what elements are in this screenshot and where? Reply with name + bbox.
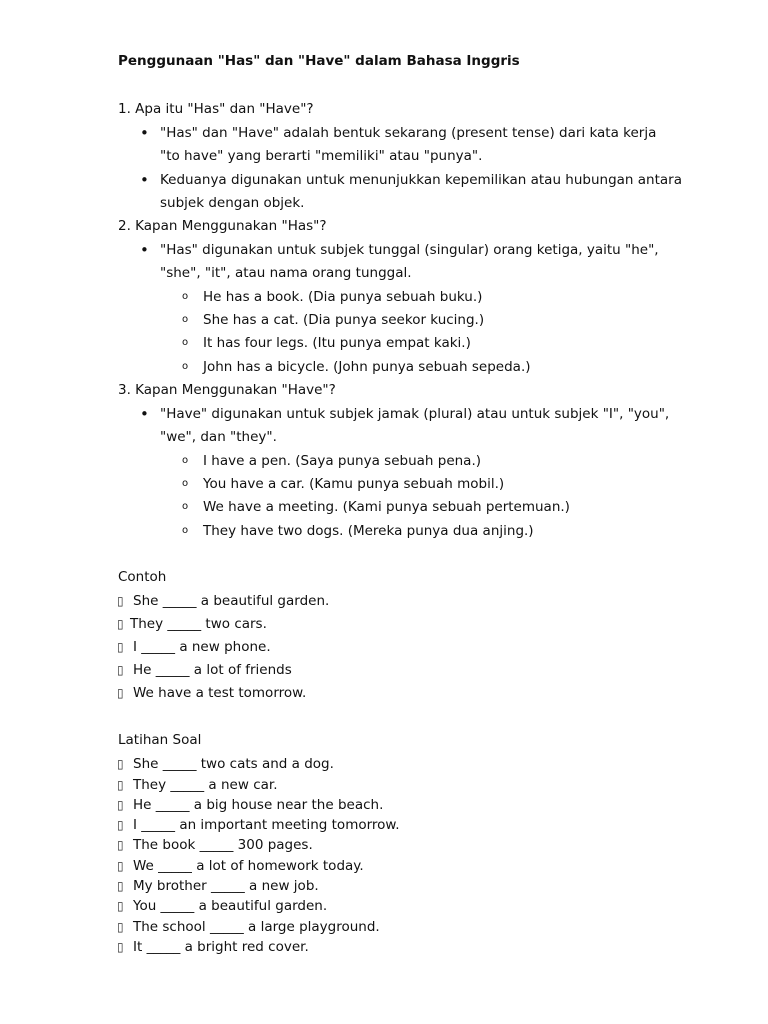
bullet-text: "she", "it", atau nama orang tunggal.: [160, 265, 412, 281]
example-item: You have a car. (Kamu punya sebuah mobil.): [203, 476, 505, 492]
circle-bullet-icon: o: [182, 361, 189, 372]
box-bullet-icon: ▯: [117, 663, 124, 677]
contoh-item: She _____ a beautiful garden.: [133, 593, 330, 609]
contoh-item: He _____ a lot of friends: [133, 662, 292, 678]
section-heading: 3. Kapan Menggunakan "Have"?: [118, 382, 336, 398]
latihan-item: She _____ two cats and a dog.: [133, 756, 334, 772]
box-bullet-icon: ▯: [117, 757, 124, 771]
document-title: Penggunaan "Has" dan "Have" dalam Bahasa Inggris: [118, 53, 520, 69]
box-bullet-icon: ▯: [117, 838, 124, 852]
circle-bullet-icon: o: [182, 501, 189, 512]
latihan-item: He _____ a big house near the beach.: [133, 797, 384, 813]
example-item: John has a bicycle. (John punya sebuah sepeda.): [203, 359, 531, 375]
bullet-text: "Has" dan "Have" adalah bentuk sekarang (present tense) dari kata kerja: [160, 125, 657, 141]
bullet-text: Keduanya digunakan untuk menunjukkan kepemilikan atau hubungan antara: [160, 172, 682, 188]
bullet-icon: •: [140, 241, 149, 259]
bullet-icon: •: [140, 405, 149, 423]
section-heading: 1. Apa itu "Has" dan "Have"?: [118, 101, 314, 117]
box-bullet-icon: ▯: [117, 899, 124, 913]
latihan-label: Latihan Soal: [118, 732, 202, 748]
example-item: They have two dogs. (Mereka punya dua anjing.): [203, 523, 534, 539]
example-item: We have a meeting. (Kami punya sebuah pertemuan.): [203, 499, 570, 515]
bullet-icon: •: [140, 171, 149, 189]
example-item: It has four legs. (Itu punya empat kaki.): [203, 335, 471, 351]
latihan-item: You _____ a beautiful garden.: [133, 898, 328, 914]
contoh-item: They _____ two cars.: [130, 616, 267, 632]
contoh-label: Contoh: [118, 569, 167, 585]
box-bullet-icon: ▯: [117, 778, 124, 792]
box-bullet-icon: ▯: [117, 940, 124, 954]
box-bullet-icon: ▯: [117, 594, 124, 608]
latihan-item: The school _____ a large playground.: [133, 919, 380, 935]
circle-bullet-icon: o: [182, 314, 189, 325]
box-bullet-icon: ▯: [117, 859, 124, 873]
circle-bullet-icon: o: [182, 455, 189, 466]
latihan-item: I _____ an important meeting tomorrow.: [133, 817, 400, 833]
circle-bullet-icon: o: [182, 291, 189, 302]
box-bullet-icon: ▯: [117, 920, 124, 934]
bullet-text: "to have" yang berarti "memiliki" atau "punya".: [160, 148, 483, 164]
example-item: He has a book. (Dia punya sebuah buku.): [203, 289, 483, 305]
example-item: I have a pen. (Saya punya sebuah pena.): [203, 453, 482, 469]
box-bullet-icon: ▯: [117, 879, 124, 893]
bullet-text: "Has" digunakan untuk subjek tunggal (singular) orang ketiga, yaitu "he",: [160, 242, 659, 258]
box-bullet-icon: ▯: [117, 640, 124, 654]
box-bullet-icon: ▯: [117, 617, 124, 631]
latihan-item: It _____ a bright red cover.: [133, 939, 309, 955]
box-bullet-icon: ▯: [117, 818, 124, 832]
bullet-text: subjek dengan objek.: [160, 195, 305, 211]
example-item: She has a cat. (Dia punya seekor kucing.): [203, 312, 485, 328]
contoh-item: We have a test tomorrow.: [133, 685, 307, 701]
latihan-item: They _____ a new car.: [133, 777, 278, 793]
circle-bullet-icon: o: [182, 478, 189, 489]
circle-bullet-icon: o: [182, 525, 189, 536]
bullet-icon: •: [140, 124, 149, 142]
contoh-item: I _____ a new phone.: [133, 639, 271, 655]
circle-bullet-icon: o: [182, 337, 189, 348]
bullet-text: "Have" digunakan untuk subjek jamak (plural) atau untuk subjek "I", "you",: [160, 406, 670, 422]
box-bullet-icon: ▯: [117, 798, 124, 812]
latihan-item: The book _____ 300 pages.: [133, 837, 313, 853]
box-bullet-icon: ▯: [117, 686, 124, 700]
latihan-item: My brother _____ a new job.: [133, 878, 319, 894]
bullet-text: "we", dan "they".: [160, 429, 277, 445]
latihan-item: We _____ a lot of homework today.: [133, 858, 364, 874]
section-heading: 2. Kapan Menggunakan "Has"?: [118, 218, 327, 234]
